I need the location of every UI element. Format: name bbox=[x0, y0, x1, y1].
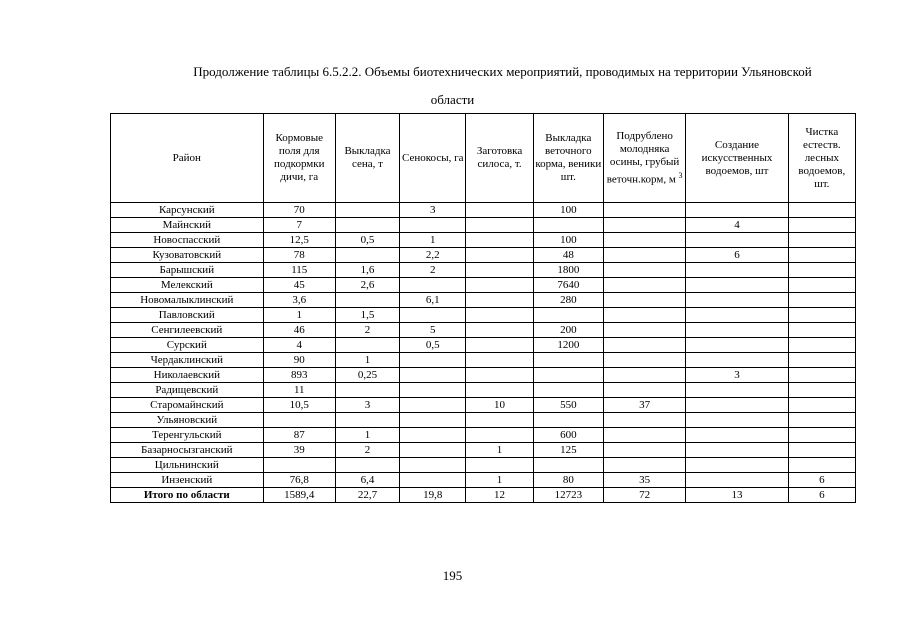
table-row bbox=[111, 353, 856, 368]
value-cell: 90 bbox=[263, 353, 335, 368]
value-cell bbox=[603, 443, 685, 458]
value-cell bbox=[400, 398, 466, 413]
value-cell bbox=[466, 353, 533, 368]
value-cell bbox=[466, 428, 533, 443]
value-cell: 3 bbox=[335, 398, 399, 413]
value-cell: 100 bbox=[533, 203, 603, 218]
value-cell bbox=[788, 278, 855, 293]
value-cell: 7640 bbox=[533, 278, 603, 293]
value-cell bbox=[466, 278, 533, 293]
value-cell: 1,6 bbox=[335, 263, 399, 278]
value-cell bbox=[466, 308, 533, 323]
value-cell bbox=[466, 233, 533, 248]
value-cell bbox=[788, 368, 855, 383]
value-cell bbox=[788, 398, 855, 413]
value-cell: 2,2 bbox=[400, 248, 466, 263]
value-cell: 7 bbox=[263, 218, 335, 233]
value-cell bbox=[686, 263, 788, 278]
value-cell: 1 bbox=[335, 428, 399, 443]
header-row bbox=[111, 114, 856, 203]
header-artificial-ponds: Создание искусственных водоемов, шт bbox=[686, 114, 788, 203]
page-number: 195 bbox=[442, 568, 463, 583]
value-cell bbox=[686, 428, 788, 443]
value-cell bbox=[686, 353, 788, 368]
value-cell bbox=[533, 218, 603, 233]
value-cell: 4 bbox=[263, 338, 335, 353]
table-row bbox=[111, 338, 856, 353]
total-value-cell: 6 bbox=[788, 488, 855, 503]
header-branch-feed: Выкладка веточного корма, веники шт. bbox=[533, 114, 603, 203]
value-cell: 100 bbox=[533, 233, 603, 248]
district-name-cell: Старомайнский bbox=[111, 398, 264, 413]
value-cell bbox=[335, 383, 399, 398]
value-cell: 3 bbox=[686, 368, 788, 383]
value-cell bbox=[603, 458, 685, 473]
value-cell: 70 bbox=[263, 203, 335, 218]
value-cell bbox=[788, 353, 855, 368]
header-aspen-superscript: 3 bbox=[678, 170, 683, 180]
header-feed-fields: Кормовые поля для подкормки дичи, га bbox=[263, 114, 335, 203]
value-cell bbox=[400, 368, 466, 383]
district-name-cell: Новомалыклинский bbox=[111, 293, 264, 308]
value-cell bbox=[788, 293, 855, 308]
total-value-cell: 72 bbox=[603, 488, 685, 503]
value-cell: 1 bbox=[466, 473, 533, 488]
table-row bbox=[111, 428, 856, 443]
table-row bbox=[111, 323, 856, 338]
value-cell: 45 bbox=[263, 278, 335, 293]
value-cell bbox=[788, 443, 855, 458]
value-cell bbox=[466, 203, 533, 218]
value-cell: 39 bbox=[263, 443, 335, 458]
value-cell bbox=[466, 413, 533, 428]
header-hayfields: Сенокосы, га bbox=[400, 114, 466, 203]
value-cell bbox=[686, 473, 788, 488]
value-cell: 80 bbox=[533, 473, 603, 488]
district-name-cell: Базарносызганский bbox=[111, 443, 264, 458]
table-row bbox=[111, 368, 856, 383]
table-row bbox=[111, 458, 856, 473]
district-name-cell: Карсунский bbox=[111, 203, 264, 218]
total-row bbox=[111, 488, 856, 503]
table-row bbox=[111, 443, 856, 458]
value-cell bbox=[788, 263, 855, 278]
table-row bbox=[111, 293, 856, 308]
value-cell bbox=[335, 293, 399, 308]
value-cell bbox=[788, 323, 855, 338]
value-cell bbox=[686, 323, 788, 338]
value-cell: 600 bbox=[533, 428, 603, 443]
value-cell: 1 bbox=[335, 353, 399, 368]
district-name-cell: Барышский bbox=[111, 263, 264, 278]
value-cell bbox=[466, 368, 533, 383]
value-cell bbox=[603, 368, 685, 383]
value-cell bbox=[533, 368, 603, 383]
table-row bbox=[111, 233, 856, 248]
value-cell bbox=[466, 293, 533, 308]
value-cell bbox=[335, 338, 399, 353]
value-cell bbox=[603, 428, 685, 443]
value-cell: 2 bbox=[400, 263, 466, 278]
value-cell: 1 bbox=[263, 308, 335, 323]
value-cell bbox=[788, 248, 855, 263]
value-cell bbox=[466, 338, 533, 353]
total-value-cell: 12723 bbox=[533, 488, 603, 503]
value-cell bbox=[263, 413, 335, 428]
value-cell bbox=[603, 308, 685, 323]
header-aspen bbox=[603, 114, 685, 203]
value-cell: 0,5 bbox=[335, 233, 399, 248]
value-cell bbox=[788, 338, 855, 353]
value-cell: 6 bbox=[788, 473, 855, 488]
value-cell bbox=[335, 458, 399, 473]
district-name-cell: Мелекский bbox=[111, 278, 264, 293]
value-cell bbox=[466, 323, 533, 338]
value-cell: 1,5 bbox=[335, 308, 399, 323]
value-cell bbox=[686, 308, 788, 323]
value-cell bbox=[335, 203, 399, 218]
value-cell bbox=[335, 218, 399, 233]
district-name-cell: Чердаклинский bbox=[111, 353, 264, 368]
table-caption: Продолжение таблицы 6.5.2.2. Объемы биотехнических мероприятий, проводимых на территории Ульяновской bbox=[193, 64, 812, 79]
value-cell bbox=[400, 383, 466, 398]
value-cell bbox=[686, 203, 788, 218]
value-cell bbox=[603, 233, 685, 248]
district-name-cell: Николаевский bbox=[111, 368, 264, 383]
value-cell bbox=[335, 248, 399, 263]
value-cell bbox=[400, 458, 466, 473]
value-cell: 48 bbox=[533, 248, 603, 263]
table-row bbox=[111, 278, 856, 293]
value-cell: 3 bbox=[400, 203, 466, 218]
value-cell bbox=[466, 383, 533, 398]
value-cell bbox=[400, 278, 466, 293]
value-cell: 125 bbox=[533, 443, 603, 458]
value-cell bbox=[263, 458, 335, 473]
value-cell bbox=[788, 308, 855, 323]
total-value-cell: 1589,4 bbox=[263, 488, 335, 503]
district-name-cell: Теренгульский bbox=[111, 428, 264, 443]
value-cell: 46 bbox=[263, 323, 335, 338]
value-cell: 280 bbox=[533, 293, 603, 308]
district-name-cell: Радищевский bbox=[111, 383, 264, 398]
value-cell: 6 bbox=[686, 248, 788, 263]
value-cell bbox=[400, 218, 466, 233]
table-row bbox=[111, 203, 856, 218]
value-cell bbox=[400, 473, 466, 488]
header-silage: Заготовка силоса, т. bbox=[466, 114, 533, 203]
value-cell: 10,5 bbox=[263, 398, 335, 413]
table-row bbox=[111, 413, 856, 428]
value-cell: 0,5 bbox=[400, 338, 466, 353]
value-cell bbox=[686, 338, 788, 353]
value-cell: 6,4 bbox=[335, 473, 399, 488]
value-cell: 893 bbox=[263, 368, 335, 383]
table-row bbox=[111, 218, 856, 233]
value-cell: 35 bbox=[603, 473, 685, 488]
district-name-cell: Новоспасский bbox=[111, 233, 264, 248]
district-name-cell: Ульяновский bbox=[111, 413, 264, 428]
value-cell: 550 bbox=[533, 398, 603, 413]
header-pond-cleaning: Чистка естеств. лесных водоемов, шт. bbox=[788, 114, 855, 203]
value-cell bbox=[533, 308, 603, 323]
district-name-cell: Сурский bbox=[111, 338, 264, 353]
value-cell bbox=[466, 458, 533, 473]
value-cell: 6,1 bbox=[400, 293, 466, 308]
value-cell: 78 bbox=[263, 248, 335, 263]
value-cell: 115 bbox=[263, 263, 335, 278]
value-cell bbox=[400, 353, 466, 368]
value-cell bbox=[603, 278, 685, 293]
value-cell bbox=[788, 413, 855, 428]
value-cell bbox=[603, 338, 685, 353]
value-cell bbox=[686, 413, 788, 428]
district-name-cell: Кузоватовский bbox=[111, 248, 264, 263]
value-cell: 12,5 bbox=[263, 233, 335, 248]
value-cell bbox=[400, 428, 466, 443]
value-cell bbox=[603, 353, 685, 368]
total-value-cell: 19,8 bbox=[400, 488, 466, 503]
value-cell: 10 bbox=[466, 398, 533, 413]
district-name-cell: Павловский bbox=[111, 308, 264, 323]
biotech-measures-table bbox=[110, 113, 856, 503]
value-cell: 87 bbox=[263, 428, 335, 443]
value-cell bbox=[686, 293, 788, 308]
table-row bbox=[111, 263, 856, 278]
value-cell bbox=[603, 218, 685, 233]
table-row bbox=[111, 248, 856, 263]
value-cell: 1200 bbox=[533, 338, 603, 353]
value-cell bbox=[533, 383, 603, 398]
value-cell: 2 bbox=[335, 323, 399, 338]
value-cell bbox=[533, 353, 603, 368]
total-label-cell: Итого по области bbox=[111, 488, 264, 503]
value-cell bbox=[788, 458, 855, 473]
value-cell bbox=[603, 413, 685, 428]
value-cell: 11 bbox=[263, 383, 335, 398]
value-cell bbox=[466, 218, 533, 233]
value-cell: 200 bbox=[533, 323, 603, 338]
value-cell: 76,8 bbox=[263, 473, 335, 488]
value-cell bbox=[686, 443, 788, 458]
value-cell bbox=[788, 428, 855, 443]
value-cell bbox=[603, 263, 685, 278]
table-row bbox=[111, 383, 856, 398]
table-row bbox=[111, 473, 856, 488]
value-cell: 4 bbox=[686, 218, 788, 233]
value-cell bbox=[788, 233, 855, 248]
value-cell: 1 bbox=[466, 443, 533, 458]
value-cell: 3,6 bbox=[263, 293, 335, 308]
district-name-cell: Инзенский bbox=[111, 473, 264, 488]
header-aspen-text: Подрублено молодняка осины, грубый веточн.корм, м bbox=[606, 129, 680, 186]
value-cell bbox=[466, 263, 533, 278]
value-cell bbox=[788, 383, 855, 398]
value-cell bbox=[603, 248, 685, 263]
value-cell bbox=[603, 293, 685, 308]
value-cell bbox=[686, 278, 788, 293]
value-cell bbox=[686, 233, 788, 248]
value-cell bbox=[400, 413, 466, 428]
value-cell: 1800 bbox=[533, 263, 603, 278]
value-cell: 5 bbox=[400, 323, 466, 338]
header-hay: Выкладка сена, т bbox=[335, 114, 399, 203]
table-row bbox=[111, 308, 856, 323]
total-value-cell: 13 bbox=[686, 488, 788, 503]
district-name-cell: Сенгилеевский bbox=[111, 323, 264, 338]
value-cell: 2 bbox=[335, 443, 399, 458]
value-cell bbox=[686, 458, 788, 473]
district-name-cell: Майнский bbox=[111, 218, 264, 233]
value-cell: 2,6 bbox=[335, 278, 399, 293]
value-cell bbox=[400, 443, 466, 458]
value-cell bbox=[686, 383, 788, 398]
value-cell bbox=[533, 458, 603, 473]
value-cell bbox=[533, 413, 603, 428]
value-cell bbox=[466, 248, 533, 263]
value-cell: 0,25 bbox=[335, 368, 399, 383]
table-caption-continued: области bbox=[430, 92, 475, 107]
value-cell bbox=[603, 383, 685, 398]
table-row bbox=[111, 398, 856, 413]
value-cell bbox=[686, 398, 788, 413]
value-cell bbox=[788, 203, 855, 218]
value-cell bbox=[603, 323, 685, 338]
value-cell: 37 bbox=[603, 398, 685, 413]
total-value-cell: 22,7 bbox=[335, 488, 399, 503]
value-cell: 1 bbox=[400, 233, 466, 248]
header-district: Район bbox=[111, 114, 264, 203]
value-cell bbox=[788, 218, 855, 233]
value-cell bbox=[335, 413, 399, 428]
value-cell bbox=[400, 308, 466, 323]
district-name-cell: Цильнинский bbox=[111, 458, 264, 473]
value-cell bbox=[603, 203, 685, 218]
total-value-cell: 12 bbox=[466, 488, 533, 503]
